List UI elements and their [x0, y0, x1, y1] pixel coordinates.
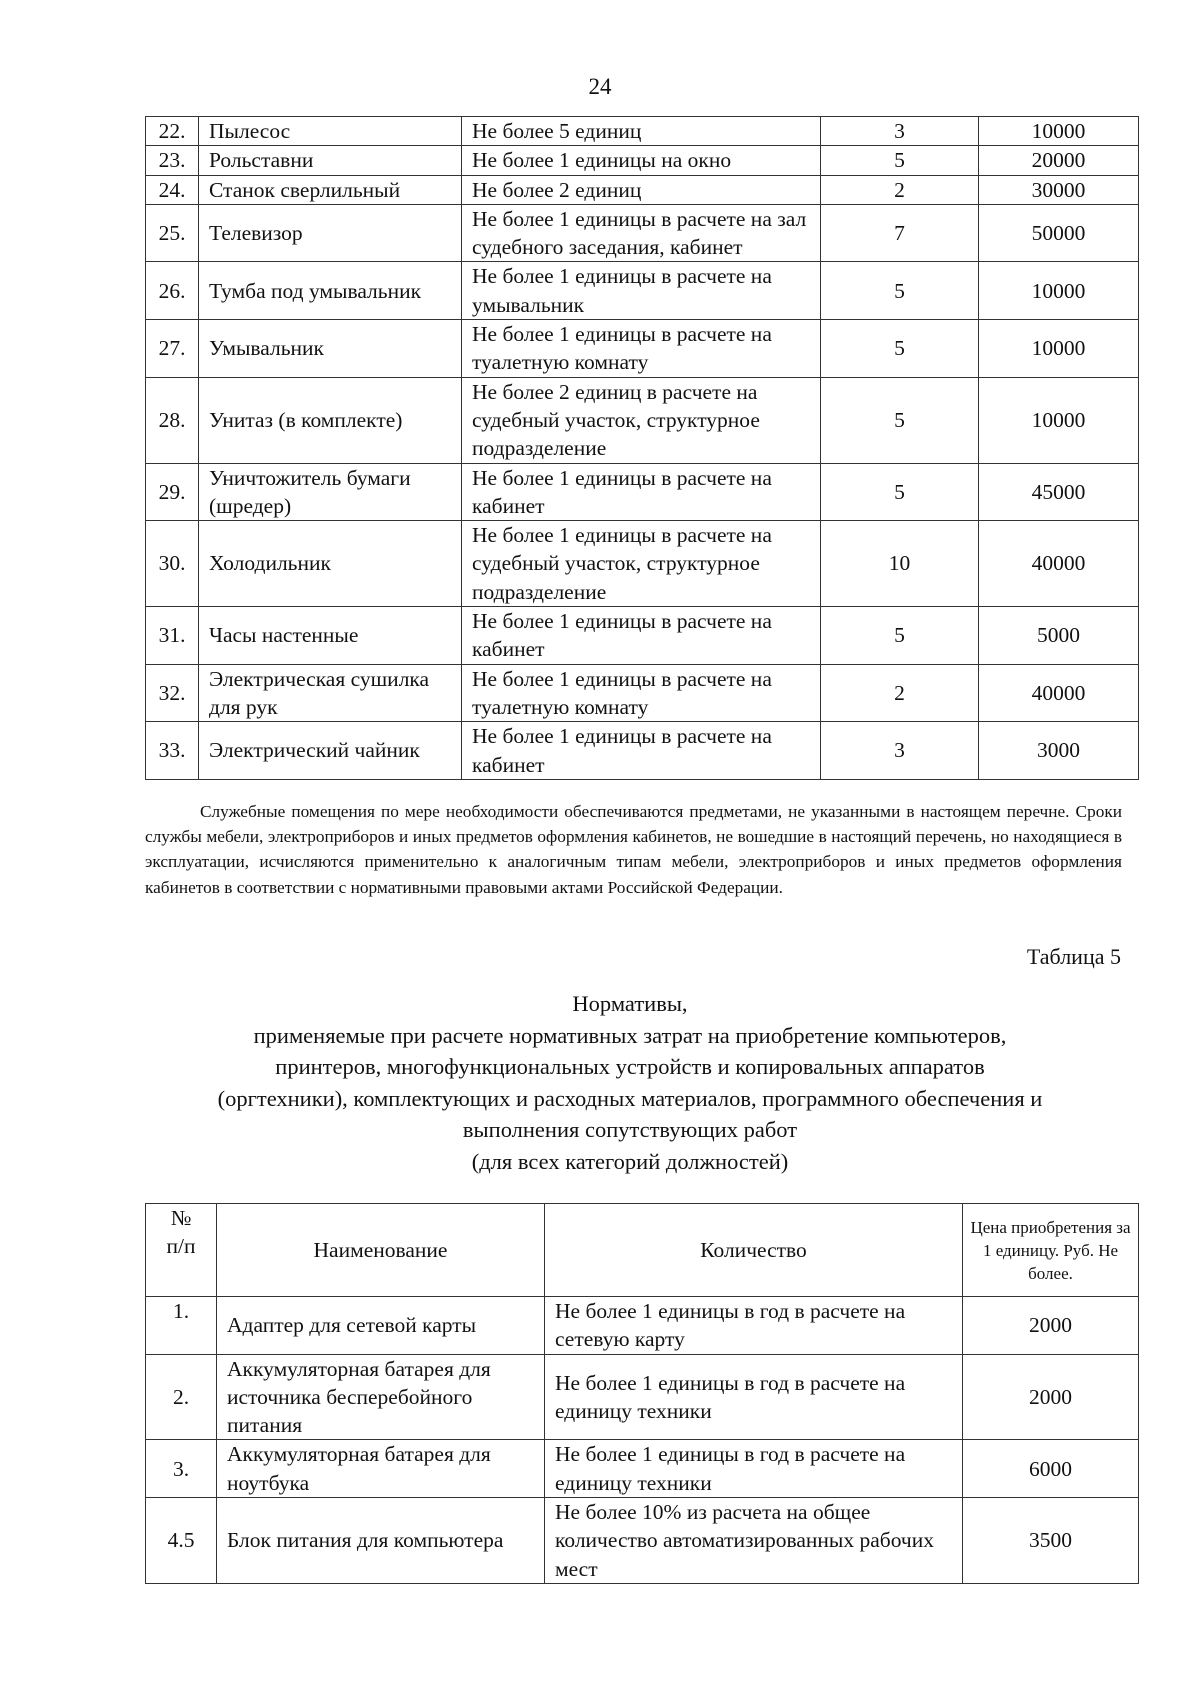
item-price: 5000 [979, 607, 1139, 665]
item-name: Пылесос [199, 117, 462, 146]
item-quantity: Не более 1 единицы в год в расчете на единицу техники [545, 1354, 963, 1440]
row-number: 23. [146, 146, 199, 175]
item-name: Холодильник [199, 521, 462, 607]
row-number: 22. [146, 117, 199, 146]
item-quantity: Не более 5 единиц [462, 117, 821, 146]
header-quantity: Количество [545, 1204, 963, 1297]
row-number: 3. [146, 1440, 217, 1498]
item-name: Адаптер для сетевой карты [217, 1297, 545, 1355]
item-name: Тумба под умывальник [199, 262, 462, 320]
table-row [146, 175, 1139, 204]
table-title [130, 988, 1130, 1177]
row-number: 28. [146, 377, 199, 463]
table-row [146, 377, 1139, 463]
service-years: 2 [821, 175, 979, 204]
title-line: (оргтехники), комплектующих и расходных материалов, программного обеспечения и [217, 1085, 1043, 1111]
table-row [146, 521, 1139, 607]
title-line: Нормативы, [572, 991, 688, 1016]
item-quantity: Не более 1 единицы в расчете на кабинет [462, 722, 821, 780]
row-number: 30. [146, 521, 199, 607]
header-number: № п/п [146, 1204, 217, 1297]
item-quantity: Не более 1 единицы в расчете на туалетную комнату [462, 664, 821, 722]
table-row [146, 607, 1139, 665]
row-number: 24. [146, 175, 199, 204]
table-row [146, 117, 1139, 146]
title-line: выполнения сопутствующих работ [462, 1117, 798, 1142]
table-row [146, 262, 1139, 320]
item-price: 40000 [979, 664, 1139, 722]
service-years: 5 [821, 607, 979, 665]
table-row [146, 463, 1139, 521]
item-price: 3500 [963, 1498, 1139, 1584]
item-price: 6000 [963, 1440, 1139, 1498]
row-number: 1. [146, 1297, 217, 1355]
item-name: Электрический чайник [199, 722, 462, 780]
item-quantity: Не более 1 единицы в расчете на туалетную комнату [462, 320, 821, 378]
item-name: Аккумуляторная батарея для источника бесперебойного питания [217, 1354, 545, 1440]
item-price: 3000 [979, 722, 1139, 780]
item-quantity: Не более 1 единицы в расчете на судебный участок, структурное подразделение [462, 521, 821, 607]
service-years: 3 [821, 117, 979, 146]
item-price: 30000 [979, 175, 1139, 204]
item-price: 10000 [979, 262, 1139, 320]
header-row [146, 1204, 1139, 1297]
item-name: Блок питания для компьютера [217, 1498, 545, 1584]
item-quantity: Не более 1 единицы в расчете на умывальник [462, 262, 821, 320]
item-name: Уничтожитель бумаги (шредер) [199, 463, 462, 521]
item-name: Умывальник [199, 320, 462, 378]
table-row [146, 722, 1139, 780]
row-number: 25. [146, 204, 199, 262]
item-quantity: Не более 1 единицы на окно [462, 146, 821, 175]
table-row [146, 1297, 1139, 1355]
table-row [146, 146, 1139, 175]
item-price: 10000 [979, 377, 1139, 463]
item-quantity: Не более 10% из расчета на общее количество автоматизированных рабочих мест [545, 1498, 963, 1584]
item-price: 2000 [963, 1297, 1139, 1355]
row-number: 33. [146, 722, 199, 780]
service-years: 5 [821, 262, 979, 320]
header-name: Наименование [217, 1204, 545, 1297]
service-years: 3 [821, 722, 979, 780]
item-price: 2000 [963, 1354, 1139, 1440]
title-line: (для всех категорий должностей) [471, 1148, 789, 1174]
service-years: 5 [821, 377, 979, 463]
furniture-table [145, 116, 1139, 780]
item-price: 40000 [979, 521, 1139, 607]
table-row [146, 1440, 1139, 1498]
row-number: 26. [146, 262, 199, 320]
service-years: 5 [821, 146, 979, 175]
table-row [146, 320, 1139, 378]
service-years: 5 [821, 320, 979, 378]
footnote [145, 799, 1122, 900]
item-quantity: Не более 1 единицы в год в расчете на единицу техники [545, 1440, 963, 1498]
table-row [146, 1354, 1139, 1440]
header-price: Цена приобретения за 1 единицу. Руб. Не более. [963, 1204, 1139, 1297]
row-number: 4.5 [146, 1498, 217, 1584]
item-name: Телевизор [199, 204, 462, 262]
service-years: 7 [821, 204, 979, 262]
title-line: применяемые при расчете нормативных затрат на приобретение компьютеров, [253, 1022, 1007, 1048]
item-quantity: Не более 1 единицы в год в расчете на сетевую карту [545, 1297, 963, 1355]
item-price: 10000 [979, 320, 1139, 378]
item-name: Аккумуляторная батарея для ноутбука [217, 1440, 545, 1498]
item-price: 50000 [979, 204, 1139, 262]
service-years: 10 [821, 521, 979, 607]
table-row [146, 204, 1139, 262]
table-label: Таблица 5 [1026, 944, 1121, 969]
item-name: Электрическая сушилка для рук [199, 664, 462, 722]
service-years: 5 [821, 463, 979, 521]
item-name: Рольставни [199, 146, 462, 175]
item-name: Часы настенные [199, 607, 462, 665]
row-number: 27. [146, 320, 199, 378]
item-quantity: Не более 1 единицы в расчете на кабинет [462, 607, 821, 665]
item-quantity: Не более 1 единицы в расчете на кабинет [462, 463, 821, 521]
item-price: 10000 [979, 117, 1139, 146]
footnote-text: Служебные помещения по мере необходимости обеспечиваются предметами, не указанными в настоящем перечне. Сроки службы мебели, электроприборов и иных предметов оформления кабинетов, не вошедшие в настоящий перечень, но находящиеся в эксплуатации, исчисляются применительно к аналогичным типам мебели, электроприборов и иных предметов оформления кабинетов в соответствии с нормативными правовыми актами Российской Федерации. [145, 802, 1122, 897]
office-equipment-table [145, 1203, 1139, 1584]
item-quantity: Не более 2 единиц [462, 175, 821, 204]
row-number: 29. [146, 463, 199, 521]
title-line: принтеров, многофункциональных устройств и копировальных аппаратов [275, 1054, 985, 1079]
row-number: 2. [146, 1354, 217, 1440]
item-price: 45000 [979, 463, 1139, 521]
service-years: 2 [821, 664, 979, 722]
item-price: 20000 [979, 146, 1139, 175]
row-number: 32. [146, 664, 199, 722]
item-name: Унитаз (в комплекте) [199, 377, 462, 463]
table-row [146, 664, 1139, 722]
row-number: 31. [146, 607, 199, 665]
item-quantity: Не более 1 единицы в расчете на зал судебного заседания, кабинет [462, 204, 821, 262]
item-name: Станок сверлильный [199, 175, 462, 204]
table-row [146, 1498, 1139, 1584]
item-quantity: Не более 2 единиц в расчете на судебный участок, структурное подразделение [462, 377, 821, 463]
page-number: 24 [588, 74, 612, 99]
